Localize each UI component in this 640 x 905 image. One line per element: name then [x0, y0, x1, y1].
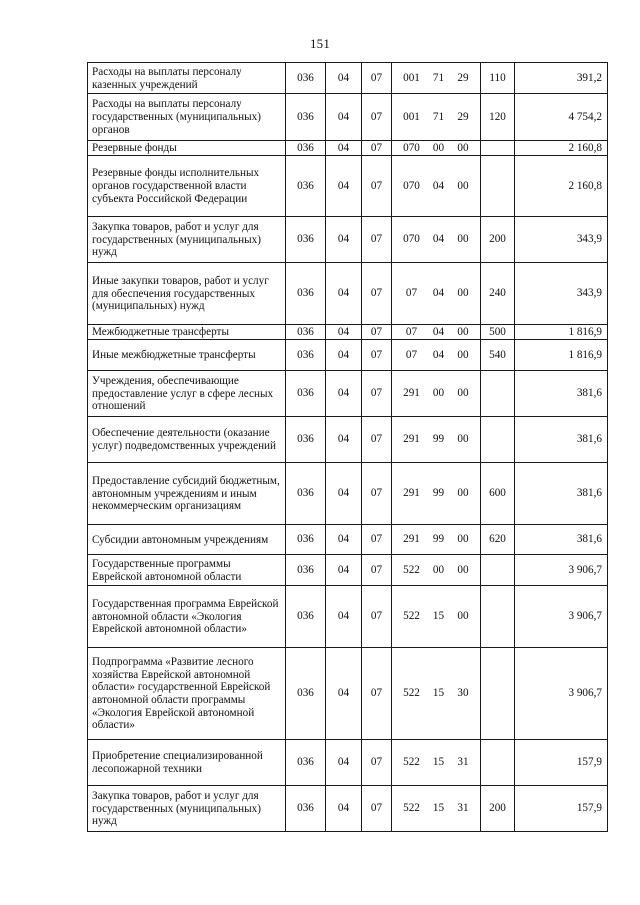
ministry-code-cell: 036 [286, 417, 326, 463]
section-code-cell: 04 [326, 417, 362, 463]
expense-name-cell: Расходы на выплаты персоналу государственных (муниципальных) органов [88, 94, 286, 141]
table-row [88, 94, 608, 141]
expense-type-cell [481, 586, 515, 648]
article-code-part: 00 [457, 287, 469, 300]
ministry-code-cell: 036 [286, 63, 326, 94]
expense-type-cell [481, 555, 515, 586]
table-row [88, 648, 608, 740]
subsection-code-cell: 07 [362, 325, 392, 340]
target-article-cell [392, 525, 481, 555]
ministry-code-cell: 036 [286, 586, 326, 648]
article-code-part: 070 [403, 233, 420, 246]
article-code-part: 30 [457, 687, 469, 700]
expense-type-cell: 600 [481, 463, 515, 525]
amount-cell: 3 906,7 [515, 648, 608, 740]
section-code-cell: 04 [326, 740, 362, 786]
target-article-cell [392, 63, 481, 94]
expense-name-cell: Расходы на выплаты персоналу казенных учреждений [88, 63, 286, 94]
target-article-cell [392, 340, 481, 371]
ministry-code-cell: 036 [286, 217, 326, 263]
amount-cell: 391,2 [515, 63, 608, 94]
subsection-code-cell: 07 [362, 786, 392, 832]
subsection-code-cell: 07 [362, 371, 392, 417]
section-code-cell: 04 [326, 263, 362, 325]
ministry-code-cell: 036 [286, 555, 326, 586]
article-code-part: 04 [432, 287, 445, 300]
ministry-code-cell: 036 [286, 340, 326, 371]
section-code-cell: 04 [326, 156, 362, 217]
subsection-code-cell: 07 [362, 586, 392, 648]
amount-cell: 343,9 [515, 263, 608, 325]
ministry-code-cell: 036 [286, 141, 326, 156]
expense-type-cell [481, 648, 515, 740]
article-code-part: 29 [457, 71, 469, 84]
article-code-part: 04 [432, 233, 445, 246]
subsection-code-cell: 07 [362, 417, 392, 463]
subsection-code-cell: 07 [362, 340, 392, 371]
article-code-part: 07 [405, 325, 418, 338]
table-row [88, 63, 608, 94]
article-code-part: 31 [457, 802, 469, 815]
article-code-part: 522 [403, 610, 420, 623]
expense-type-cell [481, 141, 515, 156]
ministry-code-cell: 036 [286, 525, 326, 555]
article-code-part: 71 [432, 71, 445, 84]
subsection-code-cell: 07 [362, 263, 392, 325]
target-article-cell [392, 263, 481, 325]
amount-cell: 343,9 [515, 217, 608, 263]
section-code-cell: 04 [326, 555, 362, 586]
target-article-cell [392, 141, 481, 156]
expense-name-cell: Учреждения, обеспечивающие предоставление услуг в сфере лесных отношений [88, 371, 286, 417]
article-code-part: 00 [432, 387, 445, 400]
target-article-cell [392, 786, 481, 832]
article-code-part: 15 [432, 687, 445, 700]
section-code-cell: 04 [326, 325, 362, 340]
table-row [88, 417, 608, 463]
amount-cell: 157,9 [515, 740, 608, 786]
amount-cell: 1 816,9 [515, 340, 608, 371]
article-code-part: 99 [432, 433, 445, 446]
expense-type-cell: 240 [481, 263, 515, 325]
table-row [88, 786, 608, 832]
article-code-part: 31 [457, 756, 469, 769]
expense-name-cell: Субсидии автономным учреждениям [88, 525, 286, 555]
expense-name-cell: Приобретение специализированной лесопожарной техники [88, 740, 286, 786]
expense-name-cell: Резервные фонды исполнительных органов государственной власти субъекта Российской Федерации [88, 156, 286, 217]
target-article-cell [392, 740, 481, 786]
ministry-code-cell: 036 [286, 740, 326, 786]
article-code-part: 00 [457, 179, 469, 192]
section-code-cell: 04 [326, 340, 362, 371]
subsection-code-cell: 07 [362, 740, 392, 786]
subsection-code-cell: 07 [362, 648, 392, 740]
subsection-code-cell: 07 [362, 94, 392, 141]
section-code-cell: 04 [326, 94, 362, 141]
budget-table-body [88, 63, 608, 832]
amount-cell: 2 160,8 [515, 141, 608, 156]
section-code-cell: 04 [326, 371, 362, 417]
article-code-part: 00 [432, 141, 445, 154]
article-code-part: 15 [432, 802, 445, 815]
article-code-part: 15 [432, 756, 445, 769]
target-article-cell [392, 156, 481, 217]
amount-cell: 381,6 [515, 371, 608, 417]
expense-type-cell [481, 156, 515, 217]
table-row [88, 463, 608, 525]
ministry-code-cell: 036 [286, 786, 326, 832]
article-code-part: 522 [403, 802, 420, 815]
target-article-cell [392, 217, 481, 263]
section-code-cell: 04 [326, 586, 362, 648]
target-article-cell [392, 586, 481, 648]
article-code-part: 00 [432, 563, 445, 576]
amount-cell: 3 906,7 [515, 555, 608, 586]
expense-type-cell [481, 371, 515, 417]
expense-name-cell: Межбюджетные трансферты [88, 325, 286, 340]
subsection-code-cell: 07 [362, 63, 392, 94]
article-code-part: 99 [432, 487, 445, 500]
amount-cell: 3 906,7 [515, 586, 608, 648]
table-row [88, 586, 608, 648]
ministry-code-cell: 036 [286, 371, 326, 417]
table-row [88, 555, 608, 586]
expense-type-cell: 200 [481, 786, 515, 832]
expense-type-cell: 500 [481, 325, 515, 340]
article-code-part: 522 [403, 563, 420, 576]
expense-type-cell: 200 [481, 217, 515, 263]
page-number: 151 [309, 36, 331, 51]
amount-cell: 2 160,8 [515, 156, 608, 217]
article-code-part: 99 [432, 533, 445, 546]
expense-name-cell: Иные закупки товаров, работ и услуг для обеспечения государственных (муниципальных) нужд [88, 263, 286, 325]
article-code-part: 001 [403, 71, 420, 84]
section-code-cell: 04 [326, 463, 362, 525]
article-code-part: 291 [403, 487, 420, 500]
article-code-part: 291 [403, 433, 420, 446]
subsection-code-cell: 07 [362, 463, 392, 525]
article-code-part: 04 [432, 179, 445, 192]
ministry-code-cell: 036 [286, 156, 326, 217]
subsection-code-cell: 07 [362, 555, 392, 586]
expense-name-cell: Государственные программы Еврейской автономной области [88, 555, 286, 586]
target-article-cell [392, 555, 481, 586]
article-code-part: 00 [457, 487, 469, 500]
section-code-cell: 04 [326, 786, 362, 832]
expense-type-cell: 120 [481, 94, 515, 141]
table-row [88, 340, 608, 371]
ministry-code-cell: 036 [286, 94, 326, 141]
amount-cell: 381,6 [515, 525, 608, 555]
amount-cell: 4 754,2 [515, 94, 608, 141]
expense-type-cell [481, 417, 515, 463]
article-code-part: 00 [457, 233, 469, 246]
subsection-code-cell: 07 [362, 156, 392, 217]
article-code-part: 15 [432, 610, 445, 623]
budget-table [87, 62, 608, 832]
target-article-cell [392, 94, 481, 141]
article-code-part: 291 [403, 533, 420, 546]
expense-name-cell: Государственная программа Еврейской автономной области «Экология Еврейской автономной области» [88, 586, 286, 648]
article-code-part: 522 [403, 687, 420, 700]
article-code-part: 00 [457, 533, 469, 546]
section-code-cell: 04 [326, 525, 362, 555]
amount-cell: 381,6 [515, 463, 608, 525]
expense-type-cell [481, 740, 515, 786]
expense-name-cell: Закупка товаров, работ и услуг для государственных (муниципальных) нужд [88, 217, 286, 263]
expense-type-cell: 620 [481, 525, 515, 555]
subsection-code-cell: 07 [362, 217, 392, 263]
article-code-part: 07 [405, 287, 418, 300]
target-article-cell [392, 463, 481, 525]
table-row [88, 371, 608, 417]
expense-name-cell: Иные межбюджетные трансферты [88, 340, 286, 371]
target-article-cell [392, 371, 481, 417]
article-code-part: 07 [405, 348, 418, 361]
ministry-code-cell: 036 [286, 263, 326, 325]
expense-name-cell: Предоставление субсидий бюджетным, автономным учреждениям и иным некоммерческим организациям [88, 463, 286, 525]
article-code-part: 522 [403, 756, 420, 769]
article-code-part: 29 [457, 110, 469, 123]
expense-name-cell: Резервные фонды [88, 141, 286, 156]
amount-cell: 381,6 [515, 417, 608, 463]
target-article-cell [392, 417, 481, 463]
expense-name-cell: Закупка товаров, работ и услуг для государственных (муниципальных) нужд [88, 786, 286, 832]
article-code-part: 00 [457, 387, 469, 400]
table-row [88, 263, 608, 325]
article-code-part: 00 [457, 141, 469, 154]
article-code-part: 00 [457, 610, 469, 623]
article-code-part: 291 [403, 387, 420, 400]
amount-cell: 157,9 [515, 786, 608, 832]
section-code-cell: 04 [326, 217, 362, 263]
expense-type-cell: 110 [481, 63, 515, 94]
section-code-cell: 04 [326, 648, 362, 740]
article-code-part: 00 [457, 563, 469, 576]
article-code-part: 04 [432, 325, 445, 338]
section-code-cell: 04 [326, 63, 362, 94]
subsection-code-cell: 07 [362, 141, 392, 156]
expense-name-cell: Обеспечение деятельности (оказание услуг) подведомственных учреждений [88, 417, 286, 463]
ministry-code-cell: 036 [286, 463, 326, 525]
section-code-cell: 04 [326, 141, 362, 156]
article-code-part: 00 [457, 325, 469, 338]
article-code-part: 001 [403, 110, 420, 123]
table-row [88, 740, 608, 786]
subsection-code-cell: 07 [362, 525, 392, 555]
article-code-part: 00 [457, 433, 469, 446]
table-row [88, 217, 608, 263]
article-code-part: 71 [432, 110, 445, 123]
article-code-part: 070 [403, 179, 420, 192]
target-article-cell [392, 325, 481, 340]
table-row [88, 156, 608, 217]
article-code-part: 070 [403, 141, 420, 154]
table-row [88, 141, 608, 156]
expense-type-cell: 540 [481, 340, 515, 371]
table-row [88, 525, 608, 555]
ministry-code-cell: 036 [286, 648, 326, 740]
target-article-cell [392, 648, 481, 740]
ministry-code-cell: 036 [286, 325, 326, 340]
article-code-part: 04 [432, 348, 445, 361]
amount-cell: 1 816,9 [515, 325, 608, 340]
expense-name-cell: Подпрограмма «Развитие лесного хозяйства Еврейской автономной области» государственной Еврейской автономной области программы «Экология Еврейской автономной области» [88, 648, 286, 740]
article-code-part: 00 [457, 348, 469, 361]
table-row [88, 325, 608, 340]
